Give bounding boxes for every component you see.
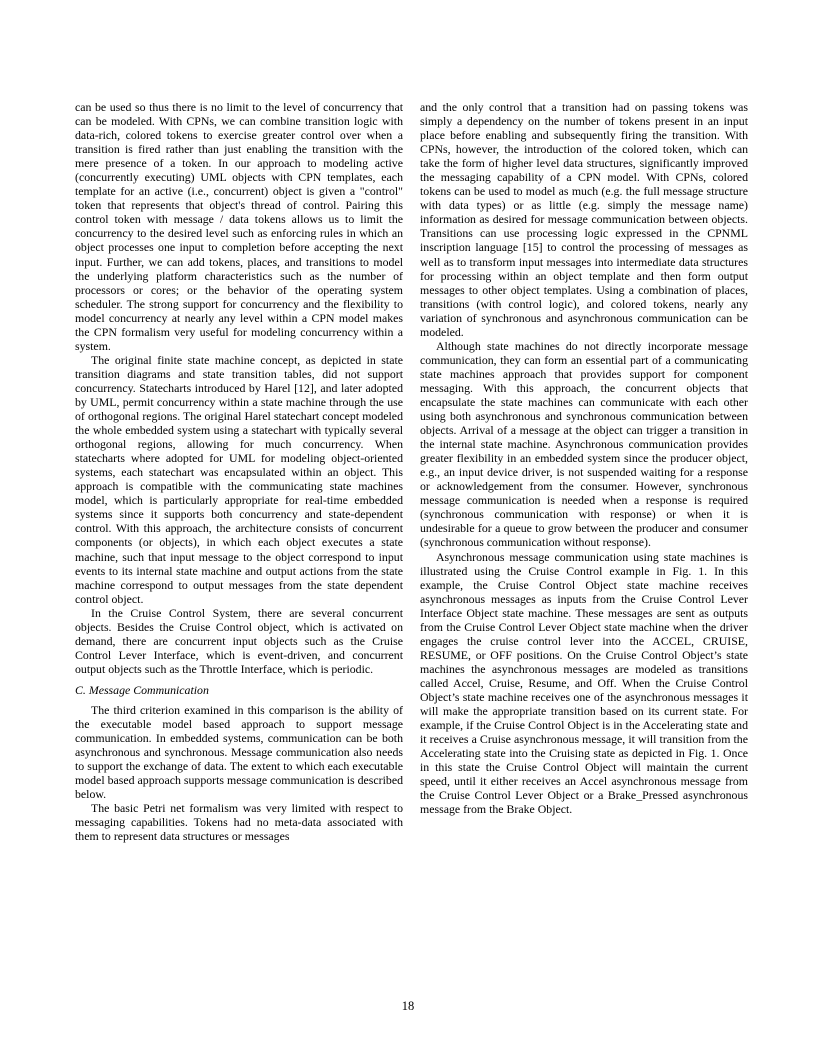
paragraph: Asynchronous message communication using state machines is illustrated using the Cruise Control example in Fig. 1. In this example, the Cruise Control Object state machine receives asynchronous messages as inputs from the Cruise Control Lever Interface Object state machine. These messages are sent as outputs from the Cruise Control Lever Object state machine when the driver engages the cruise control lever into the ACCEL, CRUISE, RESUME, or OFF positions. On the Cruise Control Object’s state machines the asynchronous messages are modeled as transitions called Accel, Cruise, Resume, and Off. When the Cruise Control Object’s state machine receives one of the asynchronous messages it will make the appropriate transition based on its current state. For example, if the Cruise Control Object is in the Accelerating state and it receives a Cruise asynchronous message, it will transition from the Accelerating state into the Cruising state as depicted in Fig. 1. Once in this state the Cruise Control Object will maintain the current speed, until it either receives an Accel asynchronous message from the Cruise Control Lever Object or a Brake_Pressed asynchronous message from the Brake Object. [420,549,748,817]
paragraph: can be used so thus there is no limit to the level of concurrency that can be modeled. With CPNs, we can combine transition logic with data-rich, colored tokens to exercise greater control over when a transition is fired rather than just enabling the transition with the mere presence of a token. In our approach to modeling active (concurrently executing) UML objects with CPN templates, each template for an active (i.e., concurrent) object is given a "control" token that represents that object's thread of control. Pairing this control token with message / data tokens allows us to limit the concurrency to the desired level such as enforcing rules in which an object processes one input to completion before accepting the next input. Further, we can add tokens, places, and transitions to model the underlying platform characteristics such as the number of processors or cores; or the behavior of the operating system scheduler. The strong support for concurrency and the flexibility to model concurrency at nearly any level within a CPN model makes the CPN formalism very useful for modeling concurrency within a system. [75,100,403,353]
page-number: 18 [401,999,415,1013]
paragraph: Although state machines do not directly incorporate message communication, they can form an essential part of a communicating state machines approach that provides support for component messaging. With this approach, the concurrent objects that encapsulate the state machines can communicate with each other using both asynchronous and synchronous communication between objects. Arrival of a message at the object can trigger a transition in the internal state machine. Asynchronous communication provides greater flexibility in an embedded system since the producer object, e.g., an input device driver, is not suspended waiting for a response or acknowledgement from the consumer. However, synchronous message communication is needed when a response is required (synchronous communication with response) or when it is undesirable for a queue to grow between the producer and consumer (synchronous communication without response). [420,338,748,550]
paragraph: In the Cruise Control System, there are several concurrent objects. Besides the Cruise Control object, which is activated on demand, there are concurrent input objects such as the Cruise Control Lever Interface, which is event-driven, and concurrent output objects such as the Throttle Interface, which is periodic. [75,605,403,676]
left-column [75,100,403,843]
right-column [420,100,748,816]
paragraph: The third criterion examined in this comparison is the ability of the executable model based approach to support message communication. In embedded systems, communication can be both asynchronous and synchronous. Message communication also needs to support the exchange of data. The extent to which each executable model based approach supports message communication is described below. [75,702,403,802]
paragraph: The original finite state machine concept, as depicted in state transition diagrams and state transition tables, did not support concurrency. Statecharts introduced by Harel [12], and later adopted by UML, permit concurrency within a state machine through the use of orthogonal regions. The original Harel statechart concept modeled the whole embedded system using a statechart with typically several orthogonal regions, allowing for much concurrency. When statecharts where adopted for UML for modeling object-oriented systems, each statechart was encapsulated within an object. This approach is compatible with the communicating state machines model, which is particularly appropriate for real-time embedded systems since it supports both concurrency and state-dependent control. With this approach, the architecture consists of concurrent components (or objects), in which each object executes a state machine, such that input message to the object correspond to input events to its internal state machine and output actions from the state machine correspond to output messages from the state dependent control object. [75,352,403,606]
paragraph: The basic Petri net formalism was very limited with respect to messaging capabilities. Tokens had no meta-data associated with them to represent data structures or messages [75,801,403,844]
paragraph: and the only control that a transition had on passing tokens was simply a dependency on the number of tokens present in an input place before enabling and subsequently firing the transition. With CPNs, however, the introduction of the colored token, which can take the form of higher level data structures, significantly improved the messaging capability of a CPN model. With CPNs, colored tokens can be used to model as much (e.g. the full message structure with data types) or as little (e.g. simply the message name) information as desired for message communication between objects. Transitions can use processing logic expressed in the CPNML inscription language [15] to control the processing of messages as well as to transform input messages into intermediate data structures for processing within an object template and then form output messages to other object templates. Using a combination of places, transitions (with control logic), and colored tokens, nearly any variation of synchronous and asynchronous communication can be modeled. [420,100,748,339]
section-heading: C. Message Communication [75,682,209,697]
